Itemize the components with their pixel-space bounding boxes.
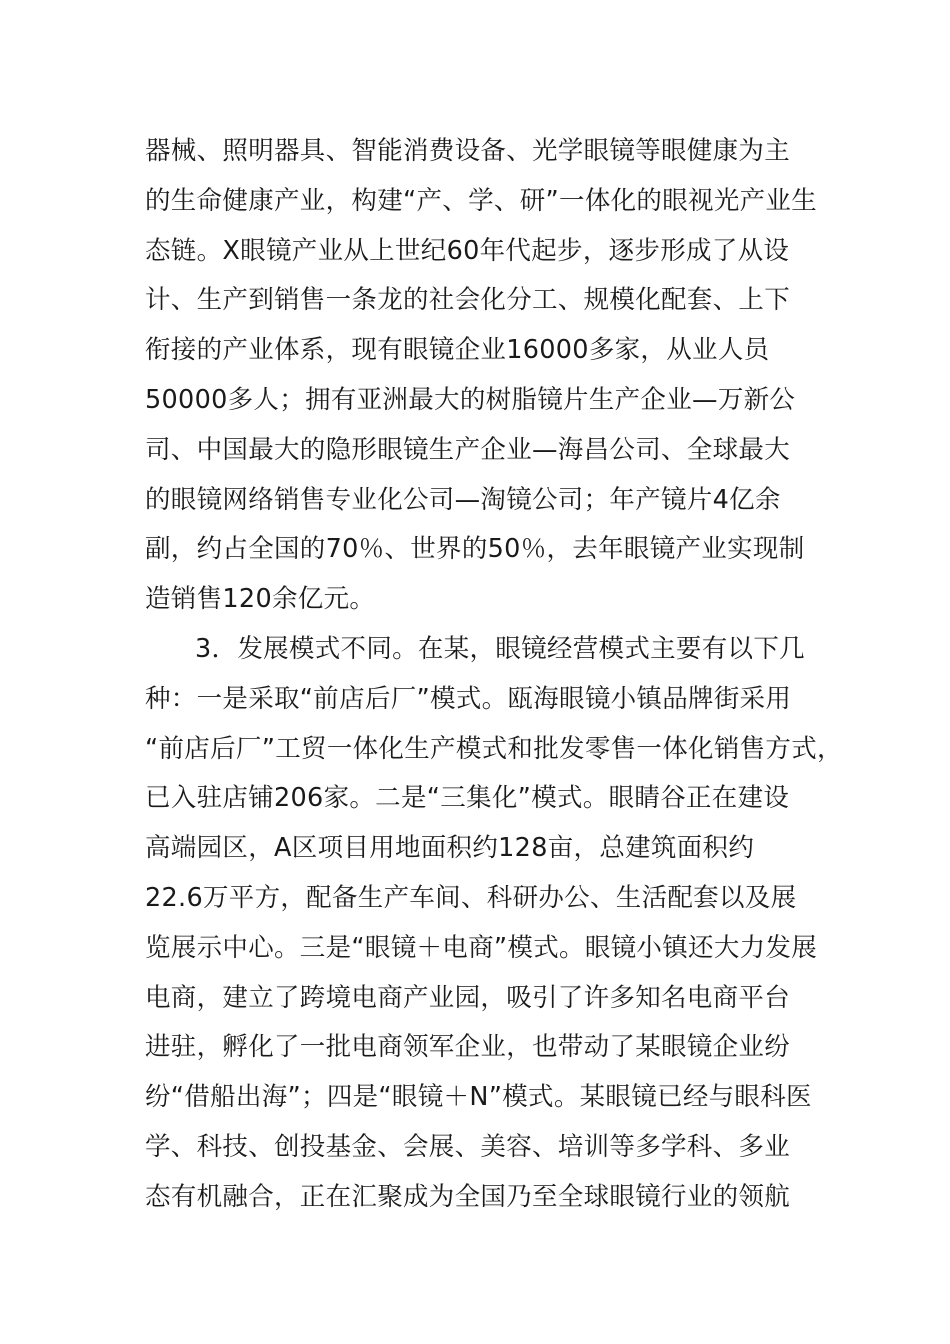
text-line: 进驻，孵化了一批电商领军企业，也带动了某眼镜企业纷	[145, 1032, 791, 1063]
text-line: 高端园区，A区项目用地面积约128亩，总建筑面积约	[145, 833, 755, 864]
body-text	[145, 127, 843, 1223]
text-line: 态链。X眼镜产业从上世纪60年代起步，逐步形成了从设	[145, 235, 790, 266]
text-line: 已入驻店铺206家。二是“三集化”模式。眼睛谷正在建设	[145, 783, 790, 814]
text-line: 种：一是采取“前店后厂”模式。瓯海眼镜小镇品牌街采用	[145, 683, 792, 714]
text-line: 学、科技、创投基金、会展、美容、培训等多学科、多业	[145, 1131, 791, 1162]
text-line: 器械、照明器具、智能消费设备、光学眼镜等眼健康为主	[145, 136, 791, 166]
text-line: 衔接的产业体系，现有眼镜企业16000多家，从业人员	[145, 335, 770, 366]
text-line: 司、中国最大的隐形眼镜生产企业—海昌公司、全球最大	[145, 434, 791, 465]
paragraph-start-line: 3．发展模式不同。在某，眼镜经营模式主要有以下几	[195, 633, 805, 664]
text-line: 态有机融合，正在汇聚成为全国乃至全球眼镜行业的领航	[145, 1181, 791, 1212]
text-line: 的眼镜网络销售专业化公司—淘镜公司；年产镜片4亿余	[145, 484, 781, 515]
text-line: “前店后厂”工贸一体化生产模式和批发零售一体化销售方式，	[145, 733, 843, 764]
text-line: 览展示中心。三是“眼镜＋电商”模式。眼镜小镇还大力发展	[145, 932, 818, 963]
text-line: 造销售120余亿元。	[145, 584, 376, 615]
text-line: 副，约占全国的70％、世界的50％，去年眼镜产业实现制	[145, 534, 805, 565]
text-line: 计、生产到销售一条龙的社会化分工、规模化配套、上下	[145, 285, 791, 316]
text-line: 纷“借船出海”；四是“眼镜＋N”模式。某眼镜已经与眼科医	[145, 1082, 812, 1113]
text-line: 22.6万平方，配备生产车间、科研办公、生活配套以及展	[145, 882, 797, 913]
text-line: 50000多人；拥有亚洲最大的树脂镜片生产企业—万新公	[145, 384, 796, 415]
text-line: 电商，建立了跨境电商产业园，吸引了许多知名电商平台	[145, 982, 791, 1013]
text-line: 的生命健康产业，构建“产、学、研”一体化的眼视光产业生	[145, 185, 818, 216]
